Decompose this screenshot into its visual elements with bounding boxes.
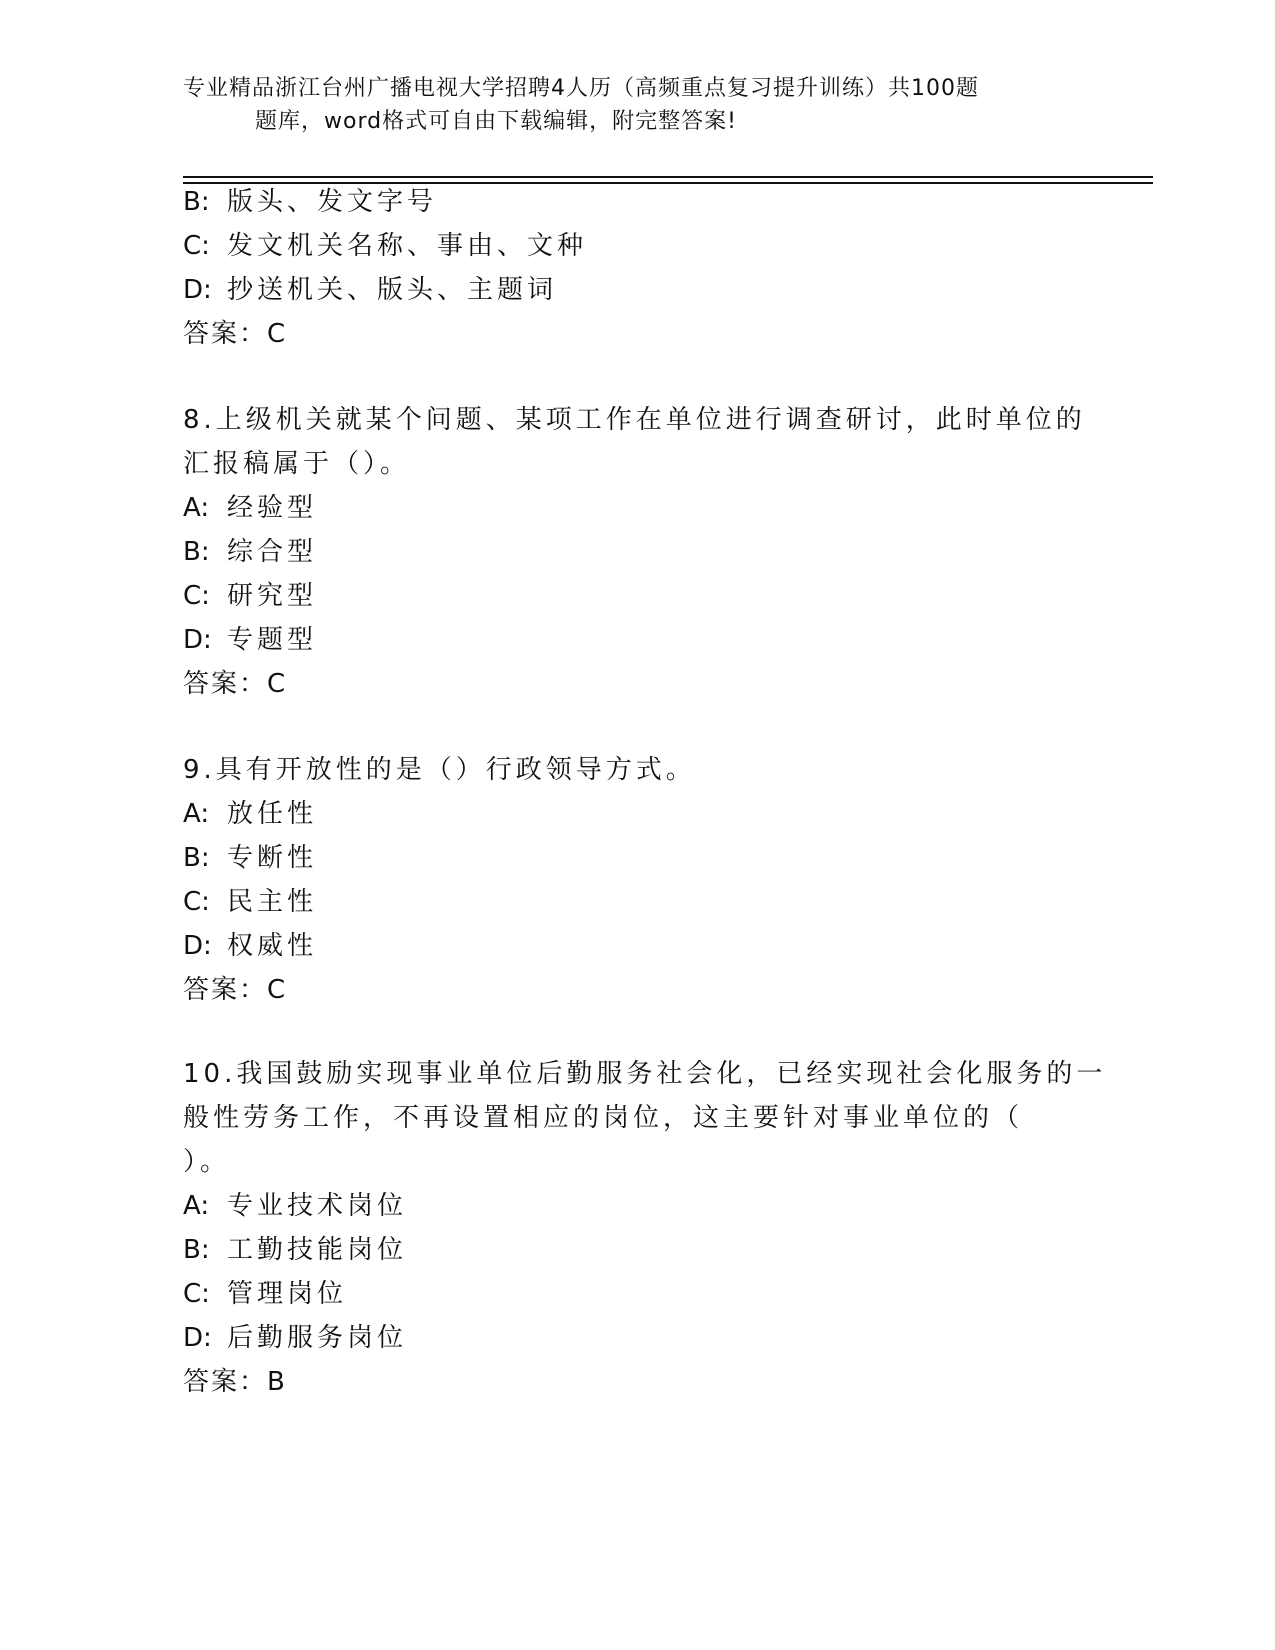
option-letter: C: bbox=[183, 581, 210, 611]
q10-option-d bbox=[183, 1322, 407, 1354]
option-letter: C: bbox=[183, 887, 210, 917]
option-letter: A: bbox=[183, 1191, 210, 1221]
q8-option-d bbox=[183, 624, 317, 656]
option-letter: D: bbox=[183, 1323, 212, 1353]
option-text: 版头、发文字号 bbox=[227, 187, 438, 217]
header-divider-bottom bbox=[183, 182, 1153, 184]
option-letter: D: bbox=[183, 931, 212, 961]
q9-answer: 答案：C bbox=[183, 975, 288, 1005]
q8-option-c bbox=[183, 580, 317, 612]
option-text: 专业技术岗位 bbox=[227, 1191, 408, 1221]
option-letter: C: bbox=[183, 231, 210, 261]
q8-stem-line-1: 8.上级机关就某个问题、某项工作在单位进行调查研讨，此时单位的 bbox=[183, 405, 1086, 435]
option-text: 工勤技能岗位 bbox=[227, 1235, 408, 1265]
option-text: 专断性 bbox=[227, 843, 318, 873]
q9-option-a bbox=[183, 798, 317, 830]
option-letter: C: bbox=[183, 1279, 210, 1309]
option-text: 综合型 bbox=[227, 537, 318, 567]
option-letter: B: bbox=[183, 843, 210, 873]
option-letter: A: bbox=[183, 799, 210, 829]
header-divider-top bbox=[183, 176, 1153, 178]
option-letter: D: bbox=[183, 275, 212, 305]
q10-option-c bbox=[183, 1278, 347, 1310]
option-text: 经验型 bbox=[227, 493, 318, 523]
document-header bbox=[183, 72, 1063, 138]
option-text: 后勤服务岗位 bbox=[227, 1323, 408, 1353]
q7-option-d bbox=[183, 274, 557, 306]
q9-option-c bbox=[183, 886, 317, 918]
q10-stem-line-1: 10.我国鼓励实现事业单位后勤服务社会化，已经实现社会化服务的一 bbox=[183, 1059, 1107, 1089]
option-letter: D: bbox=[183, 625, 212, 655]
header-title-line-2: 题库，word格式可自由下载编辑，附完整答案! bbox=[255, 109, 737, 134]
option-text: 权威性 bbox=[227, 931, 318, 961]
q7-answer: 答案：C bbox=[183, 319, 288, 349]
option-text: 发文机关名称、事由、文种 bbox=[227, 231, 588, 261]
q8-option-b bbox=[183, 536, 317, 568]
option-letter: A: bbox=[183, 493, 210, 523]
option-letter: B: bbox=[183, 1235, 210, 1265]
option-text: 研究型 bbox=[227, 581, 318, 611]
q10-answer: 答案：B bbox=[183, 1367, 287, 1397]
option-text: 放任性 bbox=[227, 799, 318, 829]
q7-option-b bbox=[183, 186, 437, 218]
option-text: 管理岗位 bbox=[227, 1279, 348, 1309]
option-letter: B: bbox=[183, 187, 210, 217]
q8-stem-line-2: 汇报稿属于（）。 bbox=[183, 449, 411, 479]
option-letter: B: bbox=[183, 537, 210, 567]
q9-option-d bbox=[183, 930, 317, 962]
q10-option-a bbox=[183, 1190, 407, 1222]
q10-stem-line-3: ）。 bbox=[183, 1147, 231, 1177]
option-text: 专题型 bbox=[227, 625, 318, 655]
q8-option-a bbox=[183, 492, 317, 524]
q9-stem-line-1: 9.具有开放性的是（）行政领导方式。 bbox=[183, 755, 696, 785]
q7-option-c bbox=[183, 230, 587, 262]
option-text: 抄送机关、版头、主题词 bbox=[227, 275, 558, 305]
header-title-line-1: 专业精品浙江台州广播电视大学招聘4人历（高频重点复习提升训练）共100题 bbox=[183, 76, 979, 101]
q9-option-b bbox=[183, 842, 317, 874]
q10-stem-line-2: 般性劳务工作，不再设置相应的岗位，这主要针对事业单位的（ bbox=[183, 1103, 1024, 1133]
q10-option-b bbox=[183, 1234, 407, 1266]
option-text: 民主性 bbox=[227, 887, 318, 917]
q8-answer: 答案：C bbox=[183, 669, 288, 699]
